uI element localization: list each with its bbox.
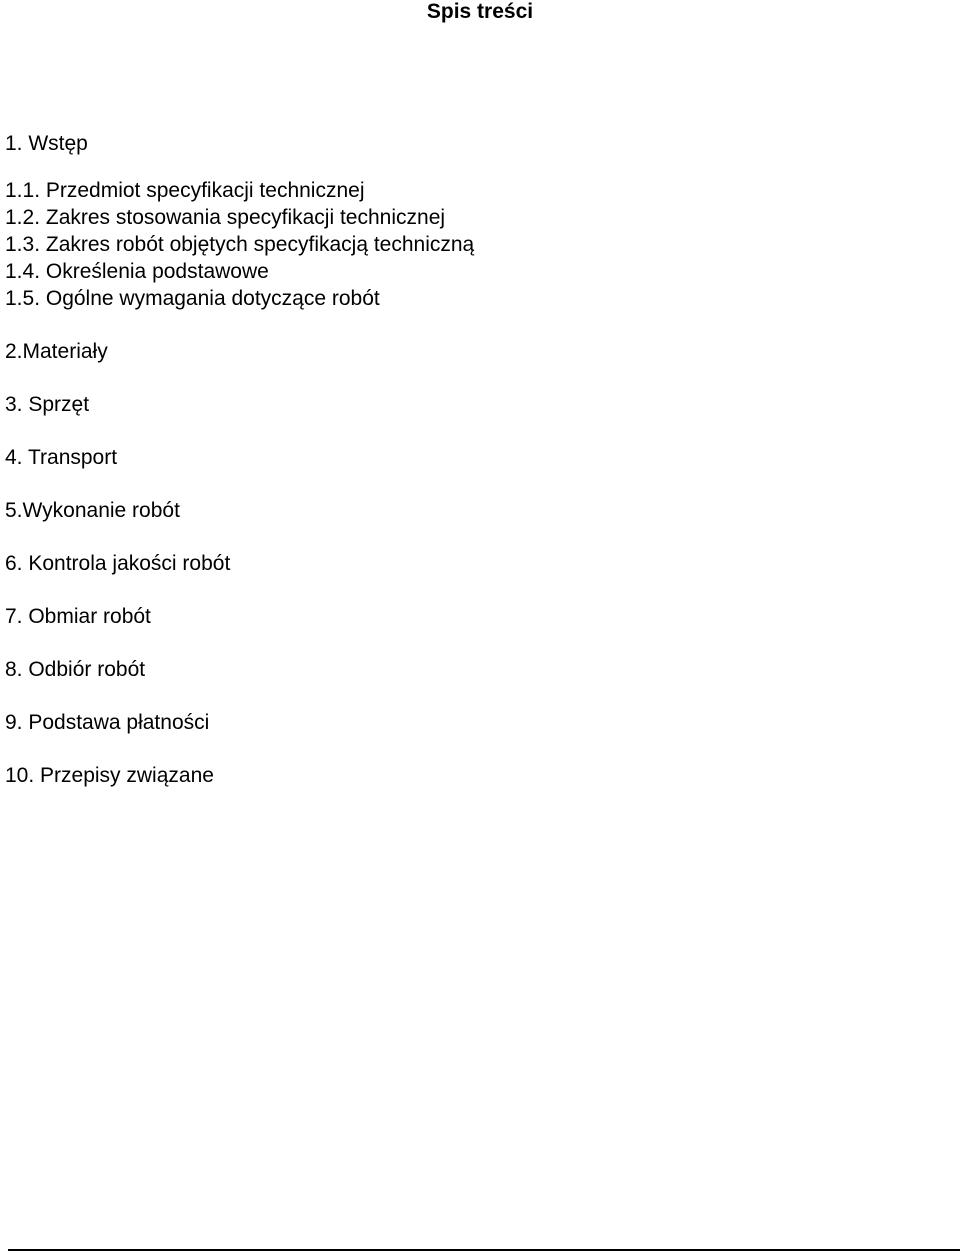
toc-item-2: 2.Materiały xyxy=(5,340,108,363)
toc-item-1-4: 1.4. Określenia podstawowe xyxy=(5,260,269,283)
toc-item-3: 3. Sprzęt xyxy=(5,393,90,416)
table-of-contents xyxy=(5,130,474,789)
toc-item-7: 7. Obmiar robót xyxy=(5,605,151,628)
toc-item-5: 5.Wykonanie robót xyxy=(5,499,180,522)
toc-item-8: 8. Odbiór robót xyxy=(5,658,146,681)
toc-item-1-1: 1.1. Przedmiot specyfikacji technicznej xyxy=(5,179,365,202)
toc-item-1-2: 1.2. Zakres stosowania specyfikacji technicznej xyxy=(5,206,446,229)
toc-item-10: 10. Przepisy związane xyxy=(5,764,214,787)
page-title: Spis treści xyxy=(426,0,534,23)
toc-item-1-3: 1.3. Zakres robót objętych specyfikacją techniczną xyxy=(5,233,475,256)
toc-item-4: 4. Transport xyxy=(5,446,118,469)
bottom-divider xyxy=(8,1249,960,1251)
toc-item-6: 6. Kontrola jakości robót xyxy=(5,552,231,575)
toc-item-1: 1. Wstęp xyxy=(5,132,88,155)
toc-item-9: 9. Podstawa płatności xyxy=(5,711,210,734)
toc-item-1-5: 1.5. Ogólne wymagania dotyczące robót xyxy=(5,287,380,310)
